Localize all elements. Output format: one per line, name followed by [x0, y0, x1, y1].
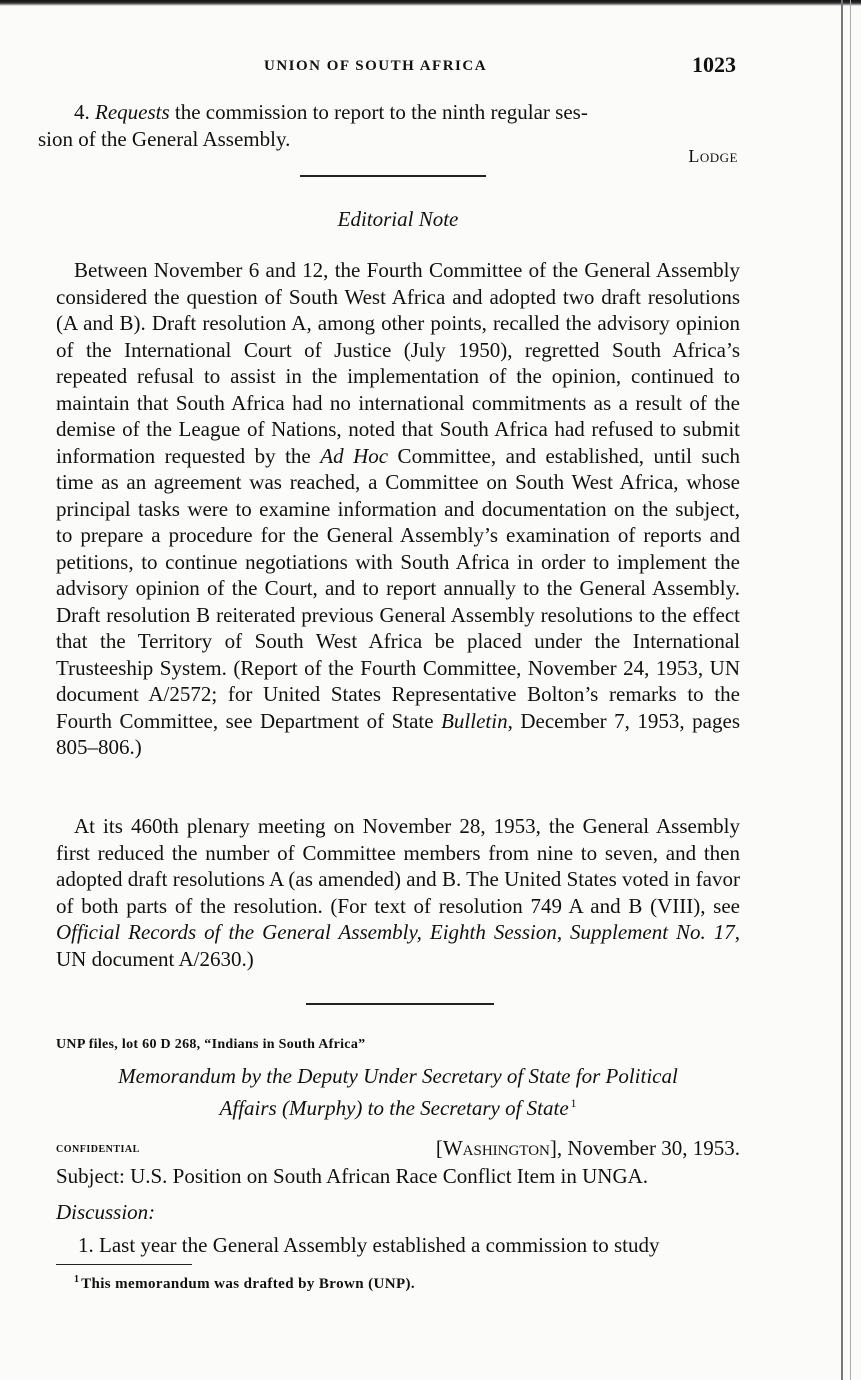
memo-title-line2: Affairs (Murphy) to the Secretary of State: [219, 1096, 569, 1120]
signature-lodge: Lodge: [688, 146, 738, 166]
binding-edge: [841, 0, 843, 1380]
page-top-edge: [0, 0, 861, 6]
footnote-text: This memorandum was drafted by Brown (UNP).: [81, 1276, 416, 1292]
ad-hoc-italic: Ad Hoc: [320, 443, 389, 468]
p1-text-c: , December 7, 1953, pages 805–806.): [56, 708, 740, 759]
p2-text-a: At its 460th plenary meeting on November 28, 1953, the General Assembly first reduced the number of Committee members from nine to seven, and then adopted draft resolutions A (as amended) and B. The United States voted in favor of both parts of the resolution. (For text of resolution 749 A and B (VIII), see: [56, 814, 740, 918]
source-citation: UNP files, lot 60 D 268, “Indians in South Africa”: [56, 1037, 366, 1052]
memo-title: [56, 1063, 740, 1122]
footnote-marker-ref: 1: [570, 1096, 577, 1110]
footnote-marker: 1: [74, 1274, 80, 1285]
p1-text-a: Between November 6 and 12, the Fourth Committee of the General Assembly considered the question of South West Africa and adopted two draft resolutions (A and B). Draft resolution A, among other points, recalled the advisory opinion of the International Court of Justice (July 1950), regretted South Africa’s repeated refusal to assist in the implementation of the opinion, continued to maintain that South Africa had no international commitments as a result of the demise of the League of Nations, noted that South Africa had refused to submit information requested by the: [56, 258, 740, 468]
official-records-italic: Official Records of the General Assembly, Eighth Session, Supplement No. 17: [56, 920, 735, 944]
p2-text-b: , UN document A/2630.): [56, 920, 740, 971]
paragraph-number: 4.: [74, 100, 90, 124]
place: [Washington]: [435, 1136, 557, 1160]
subject-line: [56, 1164, 648, 1189]
discussion-label: Discussion:: [56, 1200, 156, 1224]
subject-label: Subject:: [56, 1164, 131, 1188]
binding-edge-outer: [850, 0, 851, 1380]
resolution-line2: sion of the General Assembly.: [38, 126, 291, 151]
date: , November 30, 1953.: [556, 1136, 740, 1160]
p1-text-b: Committee, and established, until such time as an agreement was reached, a Committee on South West Africa, whose principal tasks were to examine information and documentation on the subject, to prepare a procedure for the General Assembly’s examination of reports and petitions, to continue negotiations with South Africa in order to implement the advisory opinion of the Court, and to report annually to the General Assembly. Draft resolution B reiterated previous General Assembly resolutions to the effect that the Territory of South West Africa be placed under the International Trusteeship System. (Report of the Fourth Committee, November 24, 1953, UN document A/2572; for United States Representative Bolton’s remarks to the Fourth Committee, see Department of State: [56, 443, 740, 733]
editorial-note-paragraph-1: [56, 257, 740, 761]
footnote-rule: [56, 1264, 192, 1265]
running-head: UNION OF SOUTH AFRICA: [264, 58, 488, 74]
resolution-paragraph-4: [38, 99, 740, 152]
page-number: 1023: [692, 52, 736, 77]
editorial-note-title: Editorial Note: [337, 207, 459, 231]
bulletin-italic: Bulletin: [441, 708, 508, 733]
editorial-note-paragraph-2: [56, 813, 740, 972]
classification-label: confidential: [56, 1141, 140, 1156]
subject-text: U.S. Position on South African Race Conflict Item in UNGA.: [130, 1164, 649, 1188]
section-divider-rule-2: [306, 1003, 494, 1005]
memo-title-line1: Memorandum by the Deputy Under Secretary of State for Political: [118, 1064, 678, 1088]
section-divider-rule: [300, 175, 486, 177]
page-header: [56, 52, 740, 82]
discussion-item-1: 1. Last year the General Assembly established a commission to study: [78, 1233, 660, 1257]
place-date: [436, 1136, 740, 1161]
resolution-line1: the commission to report to the ninth regular ses-: [169, 100, 588, 124]
footnote-1: [74, 1274, 415, 1293]
resolution-verb: Requests: [95, 100, 170, 124]
